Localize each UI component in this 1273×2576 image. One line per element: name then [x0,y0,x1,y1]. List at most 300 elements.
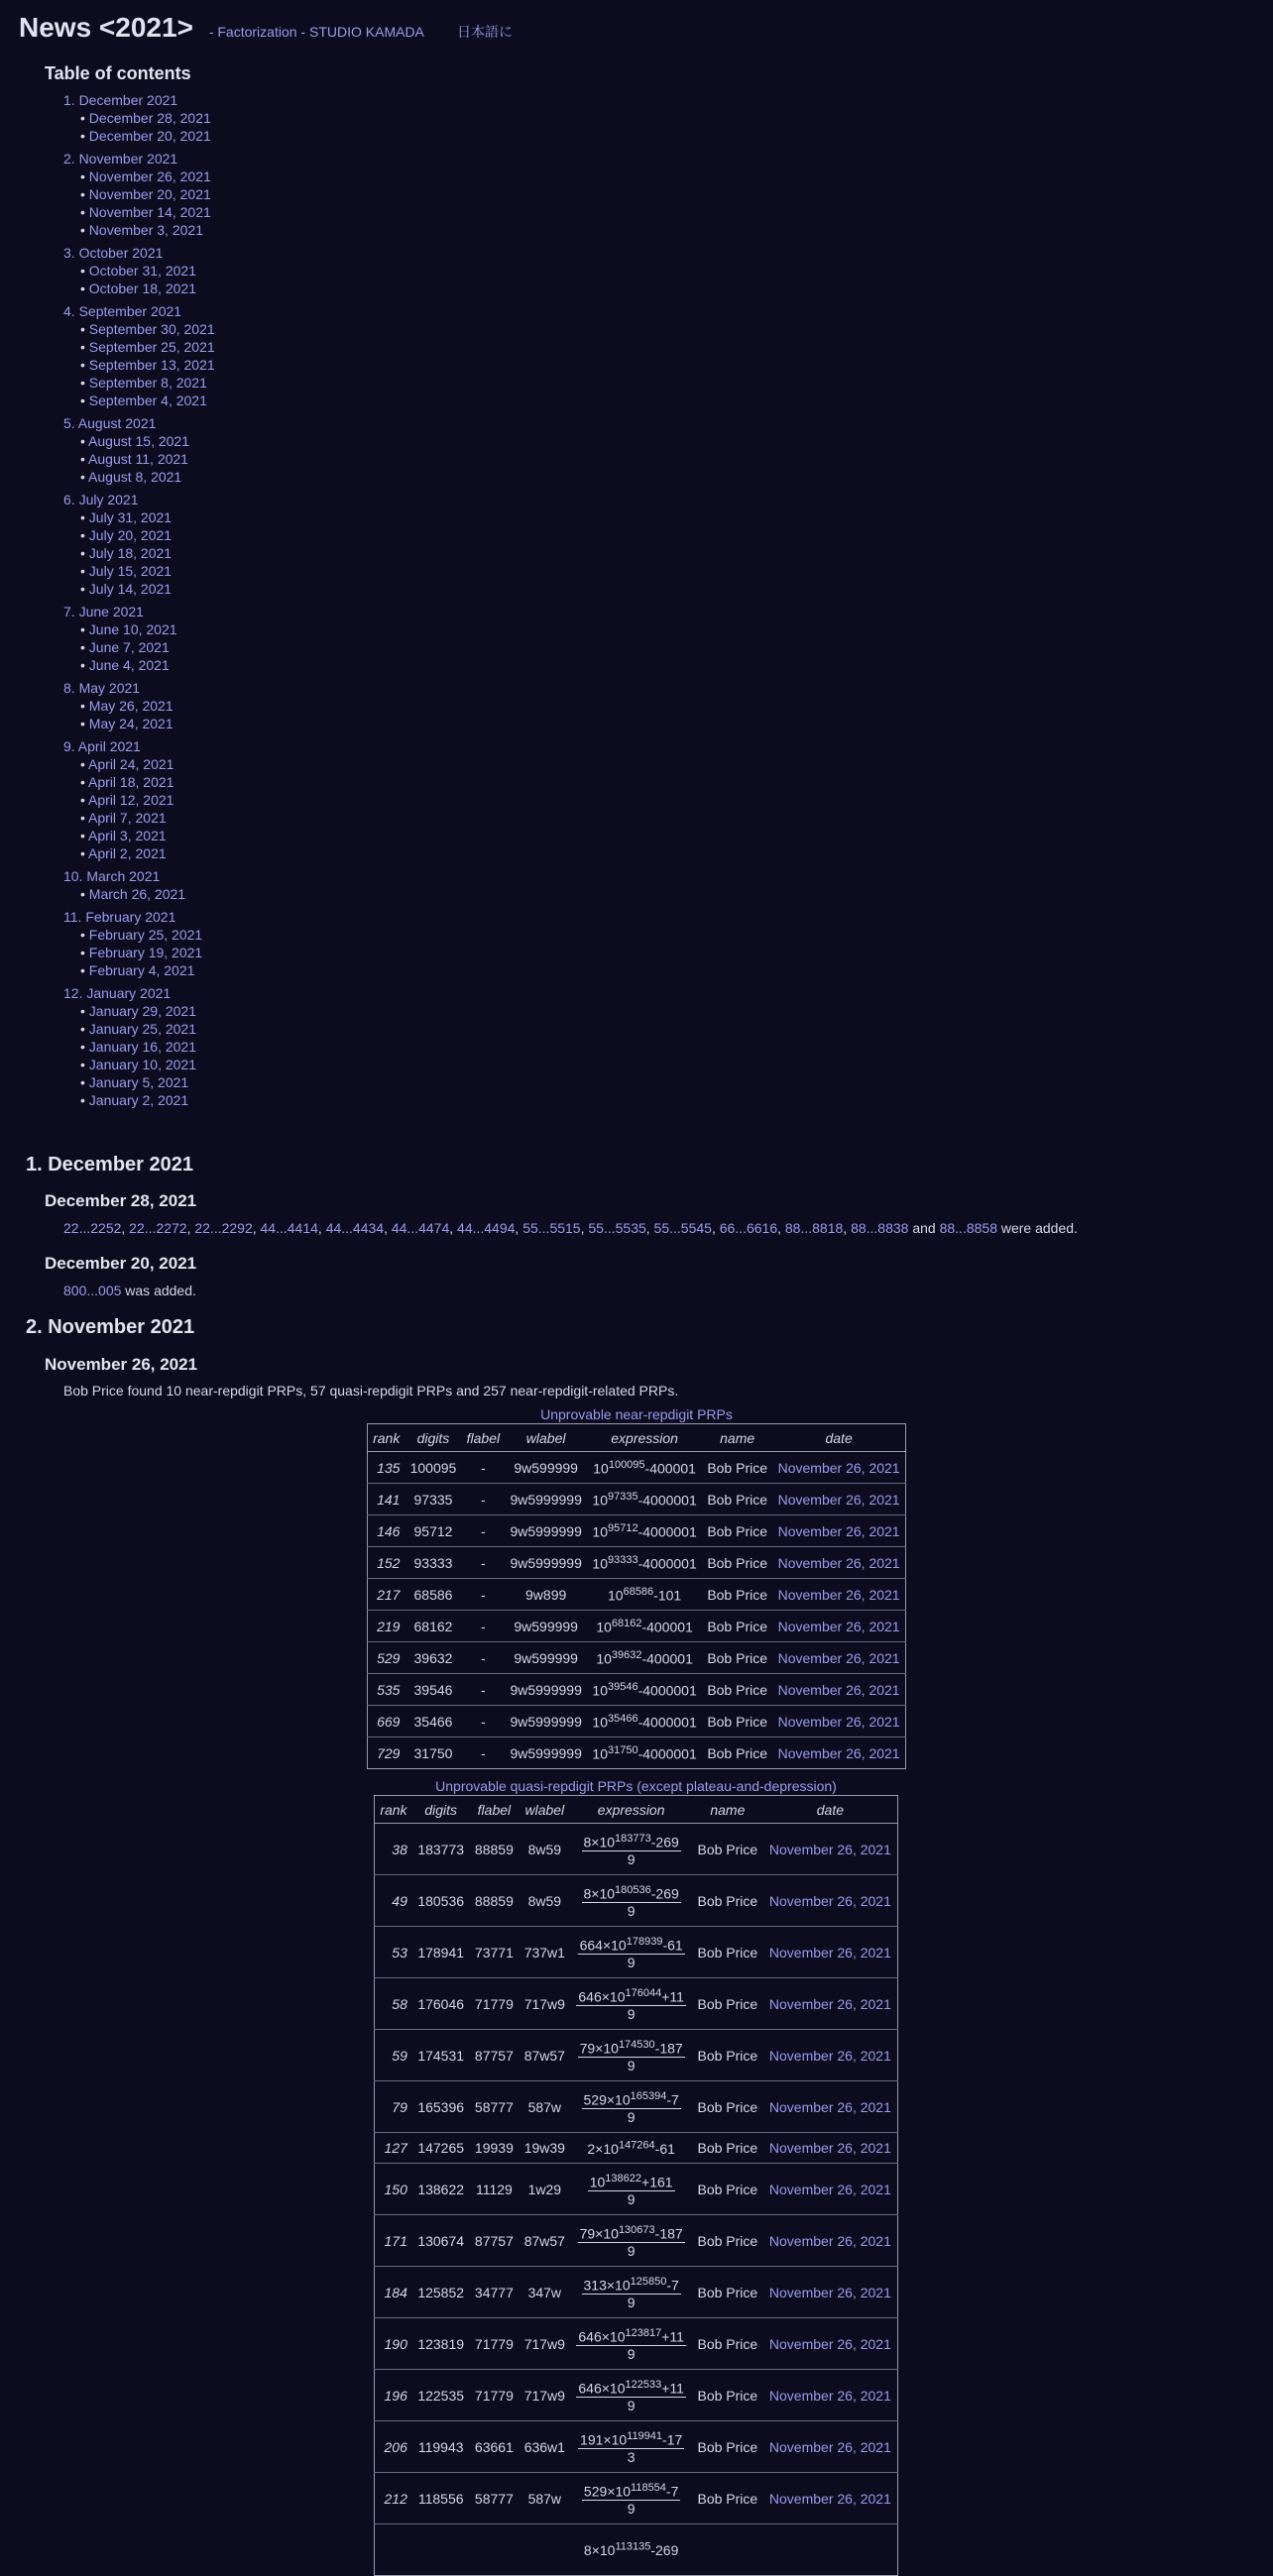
expression-cell [570,2370,692,2421]
column-header-digits: digits [412,1796,470,1824]
wlabel-cell: 636w1 [519,2421,570,2473]
toc-day-link[interactable]: April 24, 2021 [88,756,174,772]
bullet-icon: • [80,792,89,808]
expression-cell [570,2164,692,2215]
expression-denominator: 9 [627,1954,636,1970]
name-cell: Bob Price [692,2473,763,2524]
toc-day-item [80,109,441,127]
number-link[interactable]: 22...2292 [194,1220,253,1236]
expression-tail: -187 [654,2040,683,2057]
bullet-icon: • [80,339,89,355]
factorization-link[interactable]: Factorization [217,24,297,40]
expression-numerator [582,1882,681,1903]
flabel-cell: 34777 [470,2267,520,2318]
digits-cell: 68586 [405,1579,461,1611]
date-link[interactable]: November 26, 2021 [777,1618,900,1634]
toc-day-link[interactable]: April 3, 2021 [88,828,167,843]
toc-day-link[interactable]: October 18, 2021 [88,280,196,296]
name-cell: Bob Price [702,1547,772,1579]
toc-day-link[interactable]: February 25, 2021 [88,927,203,943]
table-header-row [368,1424,906,1452]
expression-numerator [578,2428,684,2449]
toc-day-link[interactable]: July 15, 2021 [88,563,173,579]
bullet-icon: • [80,945,89,960]
wlabel-cell: 9w5999999 [505,1737,587,1769]
table-row [375,2473,898,2524]
expression-exponent: 180536 [615,1884,651,1897]
flabel-cell: - [462,1737,506,1769]
toc-month-link[interactable]: 9. April 2021 [63,738,141,754]
toc-month-item [63,909,441,926]
date-cell [763,2473,898,2524]
heading-december-20: December 20, 2021 [45,1254,197,1273]
expression-numerator [582,2480,680,2501]
toc-month-item [63,303,441,320]
date-link[interactable]: November 26, 2021 [777,1649,900,1666]
toc-list [45,92,441,1109]
bullet-icon: • [80,128,89,144]
toc-month-link[interactable]: 10. March 2021 [63,868,161,884]
flabel-cell: 71779 [470,1978,520,2030]
column-header-name: name [702,1424,772,1452]
number-link[interactable]: 88...8858 [939,1220,997,1236]
toc-day-link[interactable]: November 14, 2021 [88,204,211,220]
expression-denominator: 9 [627,2108,636,2125]
rank-cell: 58 [375,1978,412,2030]
flabel-cell: 58777 [470,2081,520,2133]
toc-day-link[interactable]: September 4, 2021 [88,392,207,408]
expression-numerator [587,2141,675,2157]
date-link[interactable]: November 26, 2021 [768,2098,891,2115]
date-cell [772,1674,905,1706]
toc-day-link[interactable]: April 18, 2021 [88,774,174,790]
bullet-icon: • [80,433,89,449]
toc-month-item [63,245,441,262]
expression-denominator: 9 [627,1902,636,1919]
name-cell: Bob Price [692,2370,763,2421]
expression-cell [570,2030,692,2081]
toc-month-link[interactable]: 1. December 2021 [63,92,178,108]
toc-day-link[interactable]: November 20, 2021 [88,186,211,202]
wlabel-cell: 9w899 [505,1579,587,1611]
expression-exponent: 125850 [630,2276,667,2289]
quasi-repdigit-table-wrap [374,1778,898,2576]
flabel-cell: 87757 [470,2030,520,2081]
fraction [582,1882,681,1919]
toc-day-link[interactable]: September 8, 2021 [88,375,207,391]
toc-day-item [80,185,441,203]
toc-month-link[interactable]: 12. January 2021 [63,985,172,1001]
toc-day-item [80,221,441,239]
number-link[interactable]: 66...6616 [719,1220,778,1236]
expression-base: 10 [592,1523,608,1540]
expression-prefix: 529×10 [583,2091,631,2108]
expression-numerator [576,2377,686,2398]
expression-prefix: 10 [589,2174,606,2190]
expression-denominator: 9 [627,2397,636,2413]
toc-month-link[interactable]: 3. October 2021 [63,245,164,261]
quasi-repdigit-table [374,1795,898,2576]
toc-day-item [80,450,441,468]
bullet-icon: • [80,774,89,790]
date-cell [763,2421,898,2473]
toc-day-item [80,203,441,221]
date-link[interactable]: November 26, 2021 [768,2181,891,2197]
wlabel-cell: 587w [519,2473,570,2524]
rank-cell: 196 [375,2370,412,2421]
date-link[interactable]: November 26, 2021 [768,2490,891,2507]
expression-tail: +11 [661,2328,684,2345]
table-row [368,1611,906,1642]
toc-day-item [80,827,441,844]
expression-denominator: 3 [627,2448,636,2465]
toc-month-link[interactable]: 2. November 2021 [63,151,178,167]
expression-prefix: 646×10 [578,1988,626,2005]
rank-cell: 729 [368,1737,405,1769]
date-link[interactable]: November 26, 2021 [768,2284,891,2300]
expression-tail: -4000001 [637,1714,697,1731]
rank-cell: 219 [368,1611,405,1642]
expression-numerator [582,1831,681,1851]
date-link[interactable]: November 26, 2021 [768,1892,891,1909]
bullet-icon: • [80,357,89,373]
near-repdigit-caption-link[interactable]: Unprovable near-repdigit PRPs [540,1406,733,1422]
number-link[interactable]: 800...005 [63,1283,122,1298]
date-cell [763,2030,898,2081]
number-link[interactable]: 44...4414 [260,1220,318,1236]
flabel-cell: 71779 [470,2318,520,2370]
date-cell [772,1452,905,1484]
toc-day-link[interactable]: May 24, 2021 [88,716,174,731]
bullet-icon: • [80,1021,89,1037]
near-repdigit-table [367,1423,906,1769]
table-row [375,2318,898,2370]
expression-cell [570,2215,692,2267]
name-cell: Bob Price [692,2133,763,2164]
wlabel-cell: 717w9 [519,2318,570,2370]
table-row [375,2081,898,2133]
name-cell: Bob Price [702,1642,772,1674]
bullet-icon: • [80,168,89,184]
toc-day-link[interactable]: June 7, 2021 [88,639,170,655]
digits-cell [412,2524,470,2576]
wlabel-cell: 9w5999999 [505,1547,587,1579]
date-link[interactable]: November 26, 2021 [768,1841,891,1857]
fraction [582,1831,681,1867]
toc-day-item [80,127,441,145]
studio-kamada-link[interactable]: STUDIO KAMADA [308,24,424,40]
bullet-icon: • [80,698,89,714]
toc-day-link[interactable]: April 12, 2021 [88,792,174,808]
comma-separator: , [711,1220,720,1236]
toc-day-link[interactable]: February 19, 2021 [88,945,203,960]
toc-day-link[interactable]: October 31, 2021 [88,263,196,279]
rank-cell: 53 [375,1927,412,1978]
japanese-language-link[interactable]: 日本語に [457,24,514,40]
column-header-date: date [772,1424,905,1452]
toc-day-link[interactable]: July 14, 2021 [88,581,173,597]
name-cell [692,2524,763,2576]
expression-cell [570,2318,692,2370]
date-link[interactable]: November 26, 2021 [768,1995,891,2012]
name-cell: Bob Price [702,1515,772,1547]
bullet-icon: • [80,545,89,561]
number-link[interactable]: 88...8838 [851,1220,909,1236]
toc-day-link[interactable]: December 28, 2021 [88,110,211,126]
rank-cell: 135 [368,1452,405,1484]
date-link[interactable]: November 26, 2021 [777,1491,900,1508]
expression-denominator: 9 [627,2294,636,2310]
section-december-2021: 1. December 2021 [26,1154,194,1176]
toc-day-link[interactable]: August 11, 2021 [88,451,188,467]
flabel-cell: - [462,1706,506,1737]
toc-day-item [80,280,441,297]
number-link[interactable]: 55...5535 [588,1220,646,1236]
expression-prefix: 646×10 [578,2380,626,2397]
expression-tail: -269 [650,1834,679,1850]
bullet-icon: • [80,716,89,731]
toc-day-link[interactable]: May 26, 2021 [88,698,174,714]
date-link[interactable]: November 26, 2021 [768,2335,891,2352]
date-cell [763,2318,898,2370]
comma-separator: , [317,1220,326,1236]
toc-day-item [80,885,441,903]
expression-denominator: 9 [627,1850,636,1867]
table-row [375,1927,898,1978]
name-cell: Bob Price [702,1737,772,1769]
expression-numerator [582,2274,681,2295]
number-link[interactable]: 88...8818 [784,1220,844,1236]
fraction [582,2480,680,2517]
expression-cell [587,1674,702,1706]
date-cell [763,2133,898,2164]
toc-day-link[interactable]: September 25, 2021 [88,339,215,355]
expression-tail: -187 [654,2225,683,2242]
toc-day-item [80,562,441,580]
toc-day-link[interactable]: September 30, 2021 [88,321,215,337]
table-row [375,2267,898,2318]
bullet-icon: • [80,222,89,238]
wlabel-cell: 1w29 [519,2164,570,2215]
digits-cell: 68162 [405,1611,461,1642]
expression-exponent: 183773 [615,1833,651,1846]
toc-month-link[interactable]: 7. June 2021 [63,604,144,619]
toc-day-link[interactable]: January 25, 2021 [88,1021,196,1037]
toc-day-link[interactable]: June 10, 2021 [88,621,177,637]
toc-day-link[interactable]: January 29, 2021 [88,1003,196,1019]
toc-month-link[interactable]: 5. August 2021 [63,415,157,431]
toc-heading: Table of contents [45,63,191,83]
toc-day-link[interactable]: November 3, 2021 [88,222,203,238]
expression-tail: +11 [661,1988,684,2005]
date-cell [763,2164,898,2215]
digits-cell: 147265 [412,2133,470,2164]
name-cell: Bob Price [692,2318,763,2370]
rank-cell: 150 [375,2164,412,2215]
near-repdigit-table-wrap [367,1406,906,1769]
expression-cell [587,1547,702,1579]
expression-exponent: 122533 [625,2379,662,2392]
date-link[interactable]: November 26, 2021 [768,2140,891,2156]
toc-day-link[interactable]: August 15, 2021 [88,433,190,449]
toc-day-item [80,791,441,809]
were-added-text: were added. [996,1220,1078,1236]
table-row [375,1875,898,1927]
expression-prefix: 79×10 [579,2040,619,2057]
wlabel-cell: 9w5999999 [505,1515,587,1547]
date-link[interactable]: November 26, 2021 [777,1586,900,1603]
number-link[interactable]: 55...5515 [522,1220,581,1236]
bullet-icon: • [80,1057,89,1072]
toc-day-item [80,320,441,338]
date-link[interactable]: November 26, 2021 [768,2387,891,2404]
date-link[interactable]: November 26, 2021 [768,2232,891,2249]
table-row [375,2133,898,2164]
toc-day-link[interactable]: June 4, 2021 [88,657,170,673]
expression-exponent: 165394 [630,2090,667,2103]
date-link[interactable]: November 26, 2021 [777,1459,900,1476]
toc-day-link[interactable]: January 2, 2021 [88,1092,189,1108]
toc-day-link[interactable]: March 26, 2021 [88,886,186,902]
number-link[interactable]: 55...5545 [653,1220,712,1236]
toc-month-item [63,415,441,432]
comma-separator: , [186,1220,195,1236]
toc-month-link[interactable]: 11. February 2021 [63,909,176,925]
expression-prefix: 191×10 [580,2431,628,2448]
date-cell [772,1579,905,1611]
expression-prefix: 664×10 [579,1937,627,1954]
digits-cell: 35466 [405,1706,461,1737]
expression-denominator: 9 [627,2057,636,2073]
toc-day-item [80,168,441,185]
bullet-icon: • [80,527,89,543]
comma-separator: , [449,1220,458,1236]
toc-day-link[interactable]: February 4, 2021 [88,962,195,978]
flabel-cell: 87757 [470,2215,520,2267]
date-cell [772,1484,905,1515]
toc-month-link[interactable]: 8. May 2021 [63,680,141,696]
number-link[interactable]: 22...2252 [63,1220,122,1236]
expression-cell [587,1706,702,1737]
toc-day-link[interactable]: January 5, 2021 [88,1074,189,1090]
table-row [368,1737,906,1769]
toc-day-item [80,656,441,674]
toc-month-link[interactable]: 4. September 2021 [63,303,182,319]
wlabel-cell: 587w [519,2081,570,2133]
expression-tail: -61 [662,1937,683,1954]
toc-day-item [80,1038,441,1056]
expression-exponent: 100095 [608,1458,645,1471]
toc-day-item [80,944,441,961]
toc-day-link[interactable]: January 16, 2021 [88,1039,196,1055]
date-link[interactable]: November 26, 2021 [777,1713,900,1730]
name-cell: Bob Price [692,2421,763,2473]
bullet-icon: • [80,451,89,467]
date-cell [772,1642,905,1674]
expression-tail: -269 [650,1885,679,1902]
wlabel-cell: 717w9 [519,1978,570,2030]
expression-exponent: 123817 [625,2327,662,2340]
toc-month-link[interactable]: 6. July 2021 [63,492,139,507]
toc-day-link[interactable]: December 20, 2021 [88,128,211,144]
column-header-rank: rank [375,1796,412,1824]
digits-cell: 39632 [405,1642,461,1674]
flabel-cell: 88859 [470,1824,520,1875]
comma-separator: , [580,1220,589,1236]
toc-day-link[interactable]: April 2, 2021 [88,845,167,861]
wlabel-cell: 9w5999999 [505,1706,587,1737]
name-cell: Bob Price [692,1824,763,1875]
table-row [368,1642,906,1674]
toc-day-item [80,809,441,827]
number-link[interactable]: 44...4494 [457,1220,516,1236]
rank-cell: 529 [368,1642,405,1674]
date-link[interactable]: November 26, 2021 [777,1522,900,1539]
was-added-text: was added. [121,1283,196,1298]
rank-cell: 206 [375,2421,412,2473]
name-cell: Bob Price [702,1484,772,1515]
toc-day-item [80,755,441,773]
date-link[interactable]: November 26, 2021 [768,2438,891,2455]
toc-day-link[interactable]: July 31, 2021 [88,509,173,525]
toc-day-link[interactable]: July 20, 2021 [88,527,173,543]
expression-tail: -400001 [641,1650,693,1667]
rank-cell: 38 [375,1824,412,1875]
expression-exponent: 138622 [605,2173,642,2185]
expression-tail: -7 [666,2091,679,2108]
number-link[interactable]: 44...4474 [391,1220,450,1236]
expression-denominator: 9 [627,2500,636,2517]
quasi-repdigit-caption-link[interactable]: Unprovable quasi-repdigit PRPs (except plateau-and-depression) [435,1778,837,1794]
page-title: News <2021> [19,12,193,43]
expression-base: 10 [608,1587,624,1604]
number-link[interactable]: 22...2272 [129,1220,187,1236]
toc-day-link[interactable]: November 26, 2021 [88,168,211,184]
bullet-icon: • [80,392,89,408]
rank-cell: 79 [375,2081,412,2133]
table-row [375,2164,898,2215]
date-link[interactable]: November 26, 2021 [768,2047,891,2064]
bullet-icon: • [80,563,89,579]
fraction [576,2377,686,2413]
bullet-icon: • [80,1003,89,1019]
date-link[interactable]: November 26, 2021 [777,1744,900,1761]
bullet-icon: • [80,657,89,673]
toc-day-link[interactable]: August 8, 2021 [88,469,182,485]
toc-day-link[interactable]: January 10, 2021 [88,1057,196,1072]
expression-cell [570,1978,692,2030]
date-cell [763,1927,898,1978]
flabel-cell: 71779 [470,2370,520,2421]
bullet-icon: • [80,509,89,525]
toc-day-link[interactable]: April 7, 2021 [88,810,167,826]
toc-day-link[interactable]: July 18, 2021 [88,545,173,561]
number-link[interactable]: 44...4434 [325,1220,385,1236]
expression-numerator [588,2171,675,2191]
date-link[interactable]: November 26, 2021 [777,1554,900,1571]
wlabel-cell: 9w599999 [505,1611,587,1642]
toc-day-link[interactable]: September 13, 2021 [88,357,215,373]
expression-cell [587,1579,702,1611]
toc-day-item [80,1091,441,1109]
page-header [19,12,513,44]
expression-exponent: 174530 [618,2039,655,2052]
wlabel-cell: 87w57 [519,2215,570,2267]
digits-cell: 125852 [412,2267,470,2318]
date-link[interactable]: November 26, 2021 [777,1681,900,1698]
date-link[interactable]: November 26, 2021 [768,1944,891,1960]
expression-denominator: 9 [627,2242,636,2259]
